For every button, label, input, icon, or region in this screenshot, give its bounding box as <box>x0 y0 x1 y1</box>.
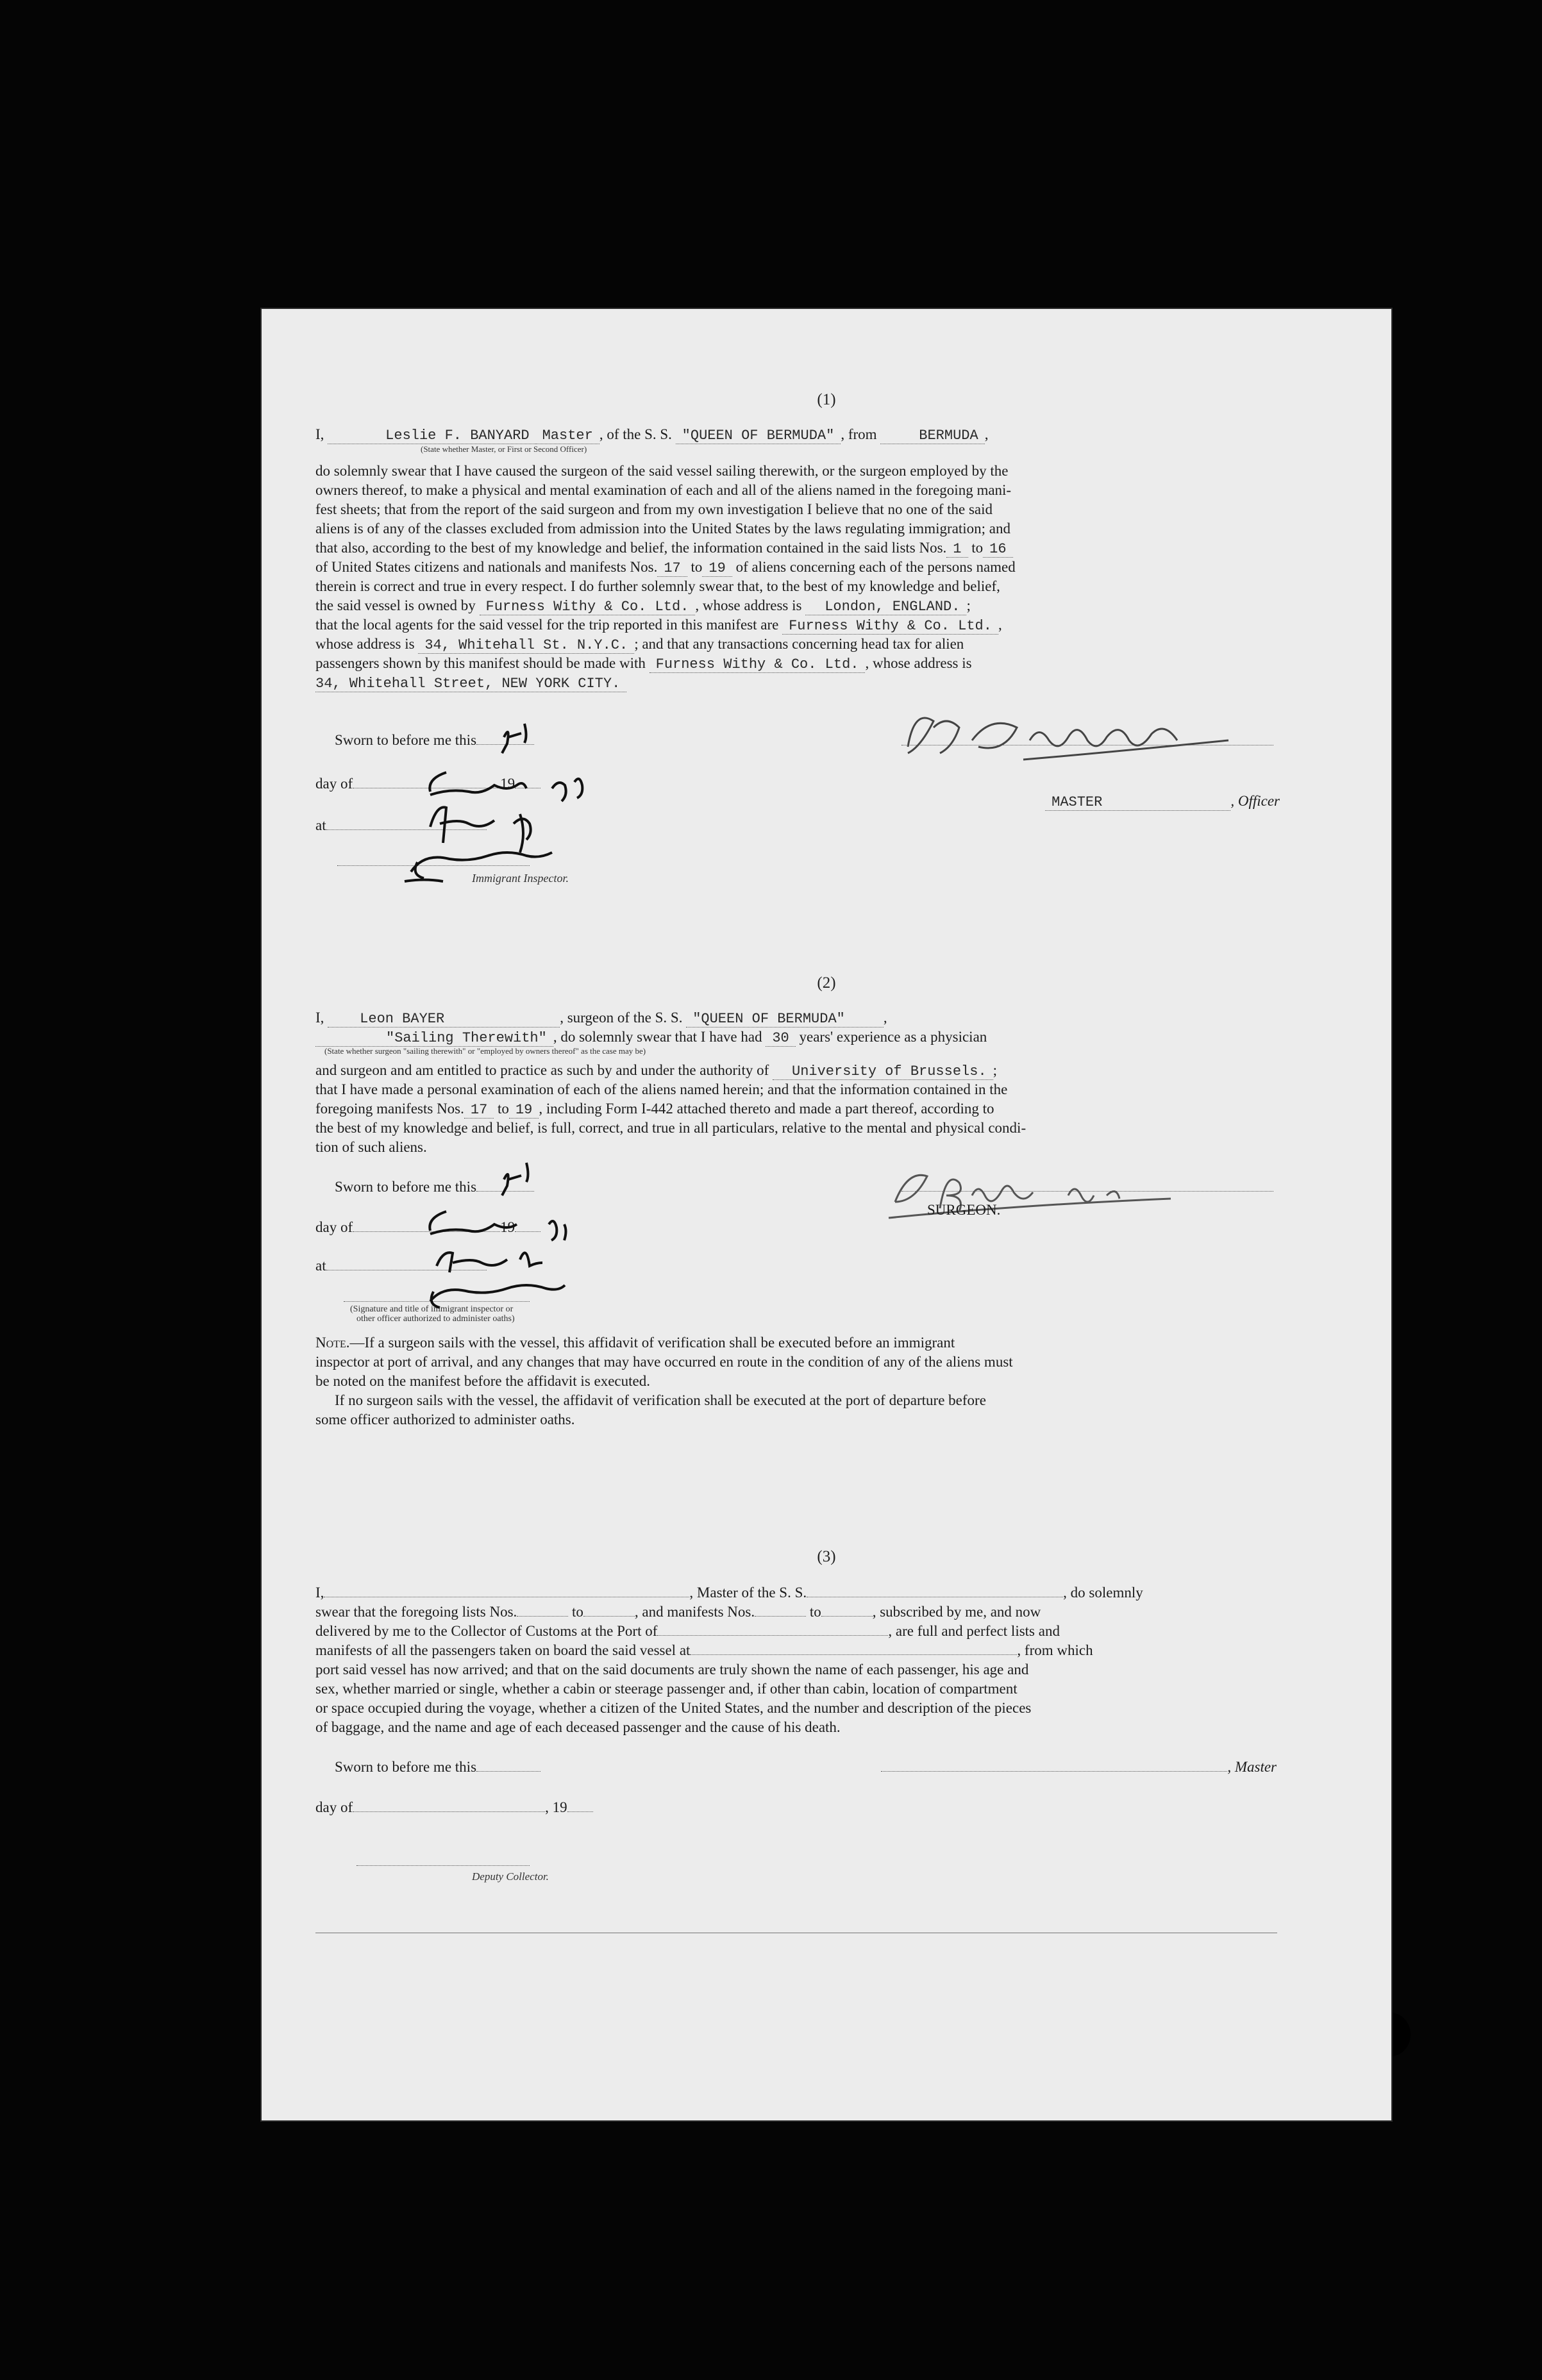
agents-name: Furness Withy & Co. Ltd. <box>782 618 998 635</box>
paragraph-line: or space occupied during the voyage, whether a citizen of the United States, and the number and description of the pieces <box>315 1700 1032 1716</box>
paragraph-line: do solemnly swear that I have caused the surgeon of the said vessel sailing therewith, or the surgeon employed by the <box>315 463 1009 479</box>
master-signature <box>895 702 1254 772</box>
paragraph-line: the best of my knowledge and belief, is full, correct, and true in all particulars, relative to the mental and physical condi- <box>315 1120 1027 1136</box>
section-number: (3) <box>817 1548 836 1565</box>
agents-address: 34, Whitehall St. N.Y.C. <box>418 637 634 654</box>
day-line: day of 19 <box>315 1218 1277 1237</box>
headtax-address: 34, Whitehall Street, NEW YORK CITY. <box>315 676 626 692</box>
day-line: day of 19 <box>315 774 1277 794</box>
signature-caption: (Signature and title of immigrant inspector or <box>350 1304 514 1314</box>
paragraph-line: owners thereof, to make a physical and mental examination of each and all of the aliens named in the foregoing mani- <box>315 482 1012 498</box>
surgeon-line: "Sailing Therewith" , do solemnly swear that I have had 30 years' experience as a physician <box>315 1028 1277 1048</box>
paragraph-line: tion of such aliens. <box>315 1139 427 1155</box>
deputy-signature-line <box>356 1865 530 1866</box>
paragraph-line: foregoing manifests Nos. 17 to 19 , including Form I-442 attached thereto and made a part thereof, according to <box>315 1101 994 1118</box>
note-line: inspector at port of arrival, and any changes that may have occurred en route in the condition of any of the aliens must <box>315 1354 1013 1370</box>
paragraph-line: I, , Master of the S. S. , do solemnly <box>315 1585 1143 1601</box>
section-number: (2) <box>817 974 836 992</box>
owner-address: London, ENGLAND. <box>805 599 966 615</box>
note-line: be noted on the manifest before the affidavit is executed. <box>315 1373 650 1389</box>
state-caption: (State whether surgeon "sailing therewith" or "employed by owners thereof" as the case may be) <box>324 1046 646 1056</box>
paragraph-line: that also, according to the best of my knowledge and belief, the information contained in the said lists Nos. 1 to 16 <box>315 538 1277 559</box>
inspector-caption: Immigrant Inspector. <box>472 872 569 885</box>
sworn-line: Sworn to before me this <box>335 1758 1296 1777</box>
paragraph-line: port said vessel has now arrived; and that on the said documents are truly shown the name of each passenger, his age and <box>315 1661 1029 1677</box>
paragraph-line: that I have made a personal examination of each of the aliens named herein; and that the information contained in the <box>315 1081 1008 1097</box>
manifest-from: 17 <box>464 1102 494 1119</box>
surgeon-signature-line <box>901 1191 1273 1192</box>
paragraph-line: and surgeon and am entitled to practice as such by and under the authority of University of Brussels. ; <box>315 1062 998 1079</box>
ship-name: "QUEEN OF BERMUDA" <box>676 428 841 444</box>
authority: University of Brussels. <box>773 1063 993 1080</box>
document-page <box>260 308 1393 2122</box>
master-name: Leslie F. BANYARD <box>328 428 535 444</box>
at-line: at <box>315 816 1277 835</box>
note-line: some officer authorized to administer oaths. <box>315 1411 575 1427</box>
manifest-from: 17 <box>657 560 687 577</box>
surgeon-title: SURGEON. <box>927 1202 1001 1218</box>
officer-title: MASTER <box>1045 794 1230 811</box>
state-caption: (State whether Master, or First or Second Officer) <box>421 444 587 454</box>
officer-line: MASTER , Officer <box>901 792 1280 812</box>
section-number: (1) <box>817 391 836 408</box>
paragraph-line: the said vessel is owned by Furness Withy & Co. Ltd. , whose address is London, ENGLAND. ; <box>315 597 971 615</box>
paragraph-line: passengers shown by this manifest should be made with Furness Withy & Co. Ltd. , whose address is <box>315 655 972 672</box>
paragraph-line: that the local agents for the said vessel for the trip reported in this manifest are Furness Withy & Co. Ltd. , <box>315 617 1002 634</box>
note-line: Note.—If a surgeon sails with the vessel, this affidavit of verification shall be executed before an immigrant <box>315 1335 955 1351</box>
sworn-line: Sworn to before me this <box>335 1178 1296 1197</box>
paragraph-line: of United States citizens and nationals and manifests Nos. 17 to 19 of aliens concerning each of the persons named <box>315 559 1016 576</box>
headtax-party: Furness Withy & Co. Ltd. <box>649 656 866 673</box>
paragraph-line: fest sheets; that from the report of the said surgeon and from my own investigation I believe that no one of the said <box>315 501 993 517</box>
paragraph-line: therein is correct and true in every respect. I do further solemnly swear that, to the best of my knowledge and belief, <box>315 578 1000 594</box>
paragraph-line: manifests of all the passengers taken on board the said vessel at , from which <box>315 1642 1093 1658</box>
paragraph-line: swear that the foregoing lists Nos. to , and manifests Nos. to , subscribed by me, and now <box>315 1604 1041 1620</box>
surgeon-name: Leon BAYER <box>328 1011 560 1028</box>
handwritten-entries-2 <box>385 1154 597 1314</box>
years-experience: 30 <box>766 1030 795 1047</box>
master-title: Master <box>536 428 599 444</box>
paragraph-line <box>315 673 1277 694</box>
note-line: If no surgeon sails with the vessel, the affidavit of verification shall be executed at the port of departure before <box>335 1392 986 1408</box>
deputy-caption: Deputy Collector. <box>472 1870 549 1883</box>
day-line: day of , 19 <box>315 1798 1277 1817</box>
paragraph-line: aliens is of any of the classes excluded from admission into the United States by the laws regulating immigration; and <box>315 520 1010 537</box>
master-sign-line: , Master <box>879 1758 1277 1777</box>
at-line: at <box>315 1256 1277 1276</box>
manifest-to: 19 <box>702 560 732 577</box>
manifest-to: 19 <box>509 1102 539 1119</box>
paragraph-line: delivered by me to the Collector of Customs at the Port of , are full and perfect lists and <box>315 1623 1060 1639</box>
paragraph-line: of baggage, and the name and age of each deceased passenger and the cause of his death. <box>315 1719 841 1735</box>
from-port: BERMUDA <box>880 428 984 444</box>
ship-name: "QUEEN OF BERMUDA" <box>686 1011 884 1028</box>
paragraph-line: whose address is 34, Whitehall St. N.Y.C. ; and that any transactions concerning head tax for alien <box>315 636 964 653</box>
master-line: I, Leslie F. BANYARD Master , of the S. S. "QUEEN OF BERMUDA" , from BERMUDA , <box>315 426 989 444</box>
sailing-status: "Sailing Therewith" <box>315 1030 553 1047</box>
handwritten-entries-1 <box>385 715 603 894</box>
sworn-line: Sworn to before me this <box>335 731 1296 750</box>
owner-name: Furness Withy & Co. Ltd. <box>480 599 696 615</box>
surgeon-line: I, Leon BAYER , surgeon of the S. S. "QUEEN OF BERMUDA" , <box>315 1010 887 1027</box>
paragraph-line: sex, whether married or single, whether a cabin or steerage passenger and, if other than cabin, location of compartment <box>315 1681 1018 1697</box>
signature-caption: other officer authorized to administer oaths) <box>356 1314 515 1324</box>
list-to: 16 <box>983 541 1012 558</box>
list-from: 1 <box>946 541 968 558</box>
